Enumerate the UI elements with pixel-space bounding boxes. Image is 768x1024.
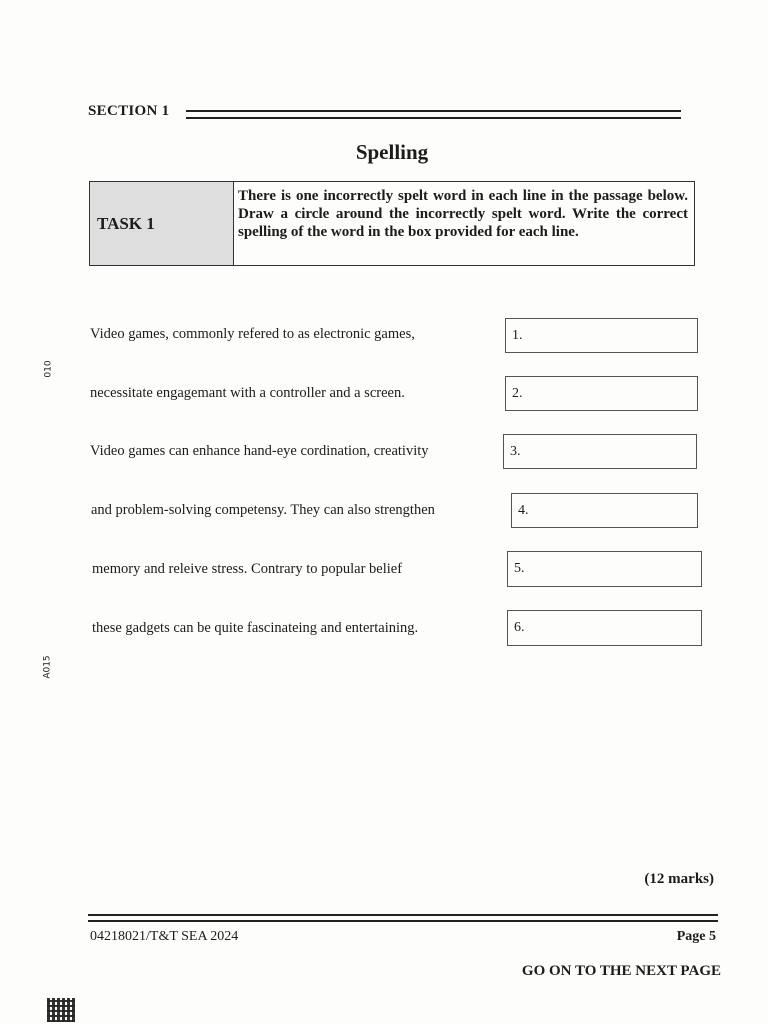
answer-box-3[interactable]: 3. [503,434,697,469]
passage-line-1: Video games, commonly refered to as electronic games, [90,326,415,342]
answer-box-4[interactable]: 4. [511,493,698,528]
margin-code-bottom: A015 [42,655,53,679]
task-instructions: There is one incorrectly spelt word in each line in the passage below. Draw a circle around the incorrectly spelt word. Write the correct spelling of the word in the box provided for each line. [238,188,688,240]
section-rule [186,110,681,119]
page-title: Spelling [355,140,429,164]
task-box [89,181,695,266]
section-label: SECTION 1 [88,103,170,119]
task-label: TASK 1 [90,182,234,265]
answer-box-5[interactable]: 5. [507,551,702,587]
margin-code-top: 010 [43,360,54,378]
footer-code: 04218021/T&T SEA 2024 [90,929,239,944]
page-number: Page 5 [676,929,716,944]
passage-line-4: and problem-solving competensy. They can also strengthen [91,502,435,518]
passage-line-2: necessitate engagemant with a controller and a screen. [90,385,405,401]
passage-line-3: Video games can enhance hand-eye cordination, creativity [90,443,429,459]
passage-line-5: memory and releive stress. Contrary to popular belief [92,561,403,577]
answer-box-2[interactable]: 2. [505,376,698,411]
qr-code-icon [47,998,75,1022]
next-page-note: GO ON TO THE NEXT PAGE [521,963,721,979]
answer-box-1[interactable]: 1. [505,318,698,353]
footer-rule [88,914,718,922]
passage-line-6: these gadgets can be quite fascinateing and entertaining. [92,620,419,636]
answer-box-6[interactable]: 6. [507,610,702,646]
marks-total: (12 marks) [644,871,714,887]
